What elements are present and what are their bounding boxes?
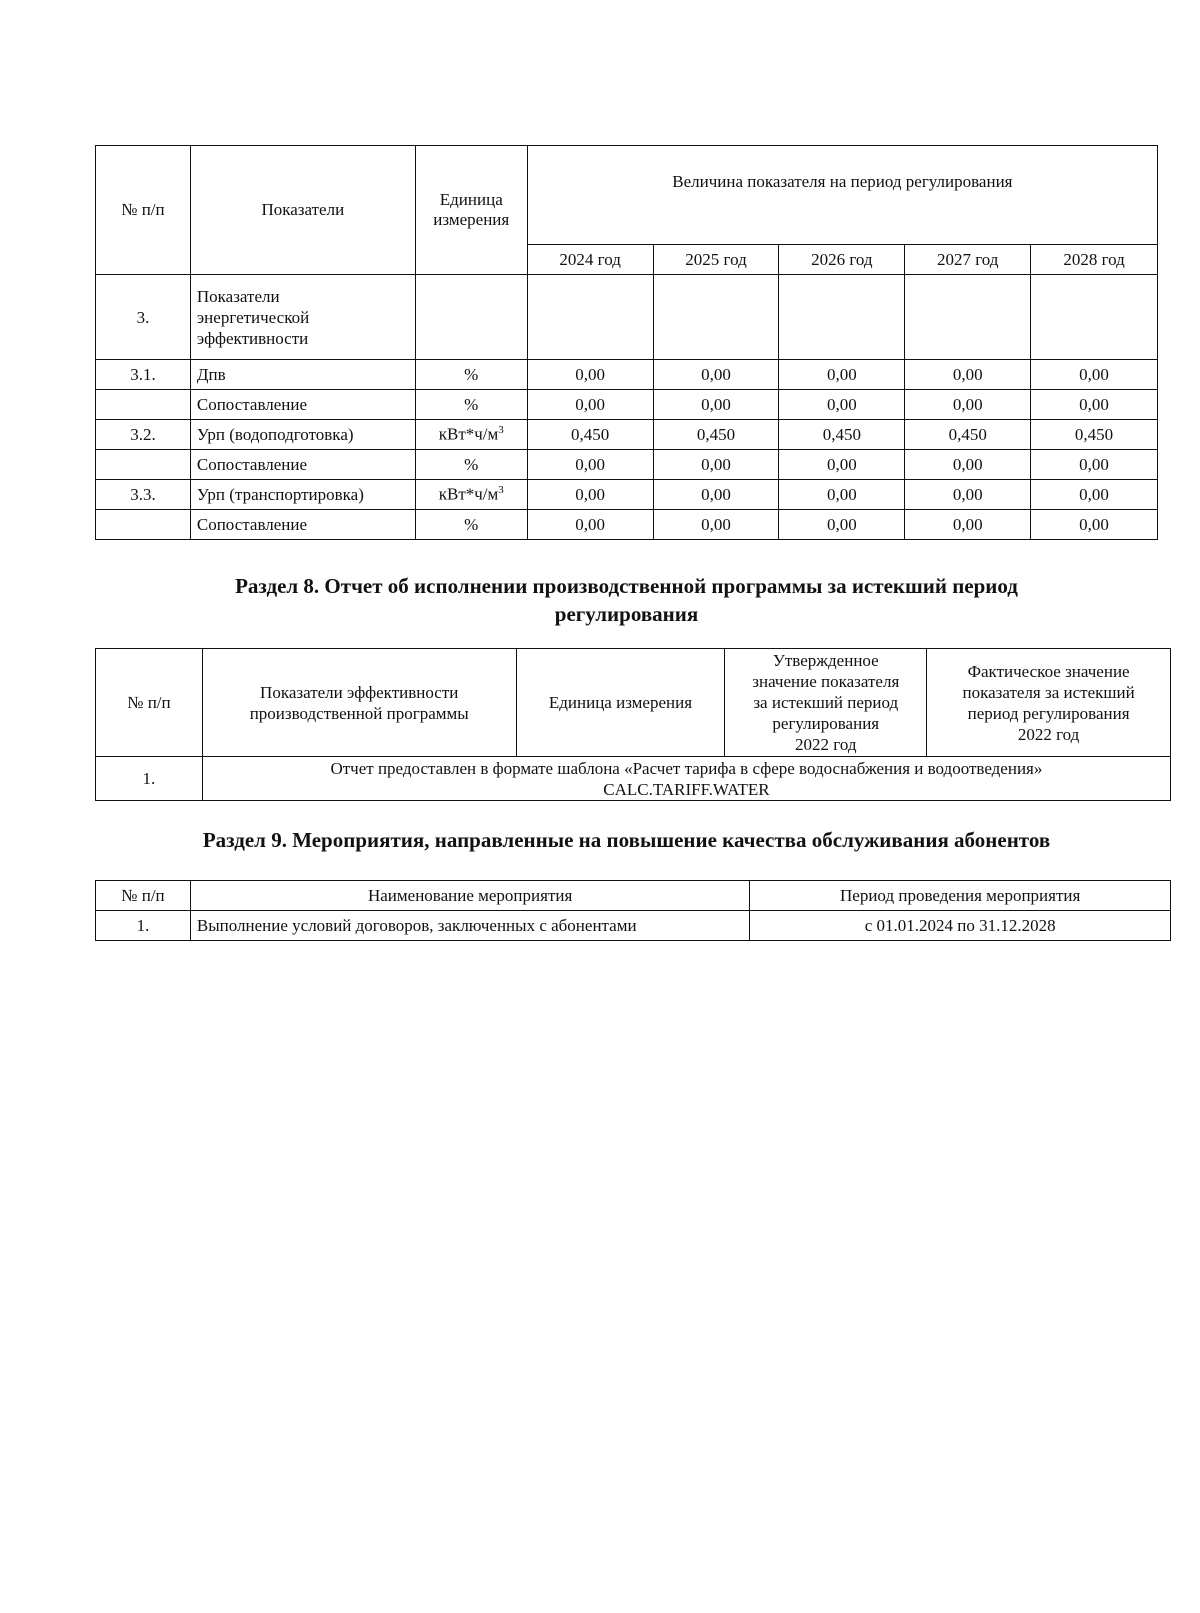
s9-row-num: 1. xyxy=(96,911,191,941)
row-value: 0,00 xyxy=(527,360,653,390)
section-num: 3. xyxy=(96,275,191,360)
row-value: 0,00 xyxy=(1031,510,1158,540)
row-name: Урп (транспортировка) xyxy=(190,480,415,510)
row-value: 0,00 xyxy=(779,450,905,480)
row-value: 0,00 xyxy=(527,510,653,540)
table-row xyxy=(96,450,1158,480)
row-unit: $кВт*ч/м^3$ xyxy=(415,480,527,510)
table-row xyxy=(96,420,1158,450)
row-name: Сопоставление xyxy=(190,510,415,540)
row-value: 0,450 xyxy=(905,420,1031,450)
section8-title-line2: регулирования xyxy=(554,602,699,626)
row-value: 0,00 xyxy=(905,360,1031,390)
row-unit: % xyxy=(415,510,527,540)
s9-header-period: Период проведения мероприятия xyxy=(750,881,1171,911)
row-value: 0,00 xyxy=(1031,480,1158,510)
row-value: 0,450 xyxy=(527,420,653,450)
s8-header-approved: Утвержденное значение показателя за истекший период регулирования 2022 год xyxy=(725,649,927,757)
row-value: 0,00 xyxy=(779,480,905,510)
row-value: 0,00 xyxy=(527,390,653,420)
section9-title: Раздел 9. Мероприятия, направленные на повышение качества обслуживания абонентов xyxy=(202,828,1051,852)
row-value: 0,00 xyxy=(1031,390,1158,420)
table-row xyxy=(96,480,1158,510)
row-unit: $кВт*ч/м^3$ xyxy=(415,420,527,450)
s8-header-actual: Фактическое значение показателя за истекший период регулирования 2022 год xyxy=(927,649,1171,757)
row-num: 3.3. xyxy=(96,480,191,510)
s9-header-name: Наименование мероприятия xyxy=(190,881,749,911)
row-num xyxy=(96,450,191,480)
header-year: 2027 год xyxy=(905,245,1031,275)
row-value: 0,450 xyxy=(1031,420,1158,450)
s9-row-name: Выполнение условий договоров, заключенных с абонентами xyxy=(190,911,749,941)
row-value: 0,00 xyxy=(905,480,1031,510)
row-value: 0,00 xyxy=(905,450,1031,480)
row-value: 0,00 xyxy=(1031,450,1158,480)
row-num: 3.2. xyxy=(96,420,191,450)
s8-row-num: 1. xyxy=(96,757,203,801)
header-unit: Единица измерения xyxy=(415,146,527,275)
row-value: 0,00 xyxy=(779,510,905,540)
s8-header-num: № п/п xyxy=(96,649,203,757)
row-value: 0,00 xyxy=(779,390,905,420)
row-value: 0,450 xyxy=(653,420,779,450)
section9-table xyxy=(95,880,1171,941)
row-num: 3.1. xyxy=(96,360,191,390)
indicators-table xyxy=(95,145,1158,540)
row-value: 0,00 xyxy=(653,450,779,480)
row-value: 0,00 xyxy=(653,510,779,540)
row-name: Урп (водоподготовка) xyxy=(190,420,415,450)
row-unit: % xyxy=(415,450,527,480)
header-year: 2026 год xyxy=(779,245,905,275)
header-num: № п/п xyxy=(96,146,191,275)
header-indicator: Показатели xyxy=(190,146,415,275)
row-value: 0,00 xyxy=(527,450,653,480)
row-value: 0,00 xyxy=(1031,360,1158,390)
header-year: 2024 год xyxy=(527,245,653,275)
header-value-group: Величина показателя на период регулирования xyxy=(527,146,1157,245)
row-name: Сопоставление xyxy=(190,390,415,420)
row-name: Сопоставление xyxy=(190,450,415,480)
row-value: 0,00 xyxy=(905,510,1031,540)
header-year: 2028 год xyxy=(1031,245,1158,275)
s8-row-text: Отчет предоставлен в формате шаблона «Расчет тарифа в сфере водоснабжения и водоотведения» CALC.TARIFF.WATER xyxy=(202,757,1170,801)
row-num xyxy=(96,510,191,540)
row-value: 0,450 xyxy=(779,420,905,450)
row-value: 0,00 xyxy=(779,360,905,390)
s8-header-indicator: Показатели эффективности производственной программы xyxy=(202,649,516,757)
row-name: Дпв xyxy=(190,360,415,390)
s8-header-unit: Единица измерения xyxy=(516,649,725,757)
s9-row-period: с 01.01.2024 по 31.12.2028 xyxy=(750,911,1171,941)
section-name: Показатели энергетической эффективности xyxy=(190,275,415,360)
row-unit: % xyxy=(415,360,527,390)
row-value: 0,00 xyxy=(653,480,779,510)
row-unit: % xyxy=(415,390,527,420)
table-row xyxy=(96,390,1158,420)
header-year: 2025 год xyxy=(653,245,779,275)
table-row xyxy=(96,360,1158,390)
row-value: 0,00 xyxy=(653,360,779,390)
row-value: 0,00 xyxy=(527,480,653,510)
section8-title xyxy=(95,572,1158,628)
row-num xyxy=(96,390,191,420)
row-value: 0,00 xyxy=(905,390,1031,420)
table-row xyxy=(96,510,1158,540)
section8-table xyxy=(95,648,1171,801)
row-value: 0,00 xyxy=(653,390,779,420)
section8-title-line1: Раздел 8. Отчет об исполнении производственной программы за истекший период xyxy=(235,574,1018,598)
s9-header-num: № п/п xyxy=(96,881,191,911)
